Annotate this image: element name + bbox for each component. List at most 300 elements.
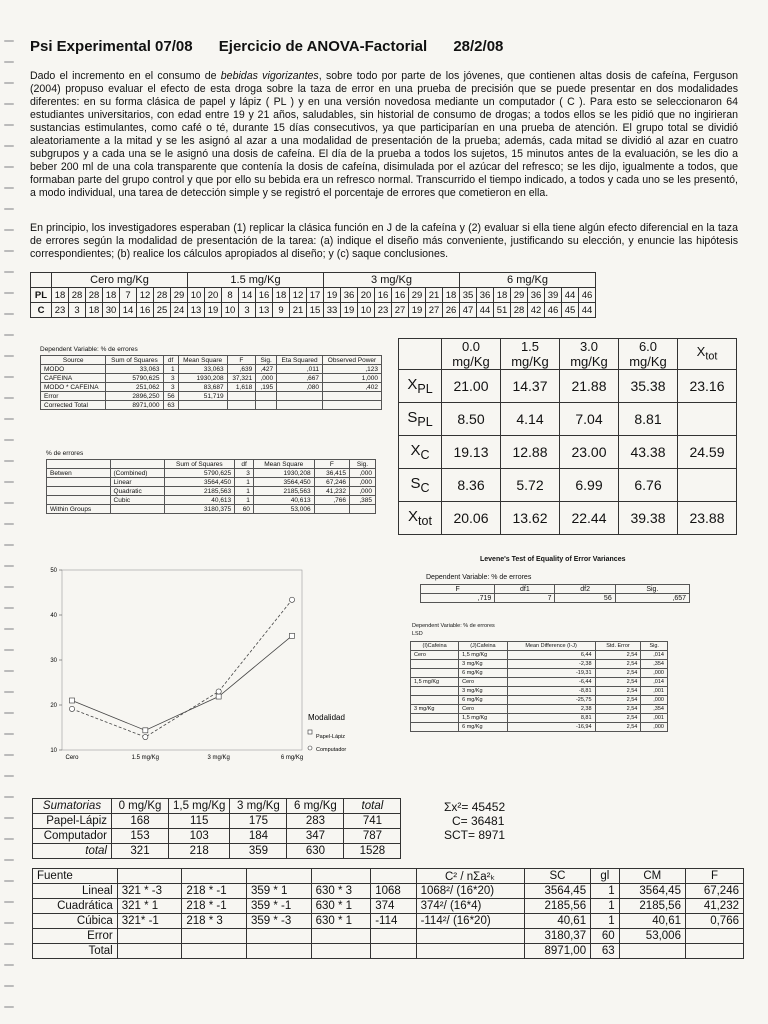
raw-group-header: Cero mg/Kg xyxy=(52,273,188,288)
anova1-cell xyxy=(227,392,256,401)
lsd-cell: 2,54 xyxy=(595,714,641,723)
anova2-cell: ,000 xyxy=(350,487,376,496)
means-row xyxy=(399,370,737,403)
binder-hole xyxy=(4,418,14,420)
lsd-cell xyxy=(411,669,459,678)
anova1-cell: 33,063 xyxy=(106,365,163,374)
raw-cell: 18 xyxy=(273,288,290,303)
lsd-cell: 2,54 xyxy=(595,696,641,705)
lsd-cell: 6 mg/Kg xyxy=(459,669,508,678)
data-point-circle xyxy=(143,734,148,739)
anova1-cell: 56 xyxy=(163,392,178,401)
lsd-cell: 2,54 xyxy=(595,705,641,714)
anova1-cell: 3 xyxy=(163,383,178,392)
lsd-cell: ,000 xyxy=(641,696,668,705)
sums-cell: 283 xyxy=(287,814,344,829)
sums-cell: 347 xyxy=(287,829,344,844)
sums-cell: 175 xyxy=(230,814,287,829)
lsd-cell: ,001 xyxy=(641,714,668,723)
means-row-symbol: S xyxy=(407,409,418,426)
contrast-header: Fuente xyxy=(33,869,118,884)
means-row xyxy=(399,403,737,436)
lsd-cell: -25,75 xyxy=(507,696,595,705)
binder-hole xyxy=(4,943,14,945)
binder-hole xyxy=(4,103,14,105)
binder-hole xyxy=(4,250,14,252)
means-cell: 13.62 xyxy=(501,502,560,535)
binder-hole xyxy=(4,460,14,462)
binder-hole xyxy=(4,40,14,42)
means-cell: 8.50 xyxy=(442,403,501,436)
binder-hole xyxy=(4,292,14,294)
lsd-caption-2: LSD xyxy=(412,631,423,637)
contrast-cell: 67,246 xyxy=(685,884,743,899)
binder-hole xyxy=(4,628,14,630)
contrast-header xyxy=(371,869,416,884)
binder-hole xyxy=(4,670,14,672)
binder-hole xyxy=(4,187,14,189)
raw-cell: 29 xyxy=(409,288,426,303)
anova1-cell: 1,000 xyxy=(323,374,382,383)
anova1-cell: ,639 xyxy=(227,365,256,374)
anova1-cell: ,667 xyxy=(277,374,323,383)
contrast-cell: 1 xyxy=(591,899,620,914)
anova2-cell xyxy=(47,487,111,496)
raw-cell: 18 xyxy=(103,288,120,303)
sums-row xyxy=(33,814,401,829)
raw-cell: 3 xyxy=(69,303,86,318)
means-cell: 6.76 xyxy=(619,469,678,502)
means-cell: 23.88 xyxy=(678,502,737,535)
raw-cell: 21 xyxy=(290,303,307,318)
raw-cell: 27 xyxy=(426,303,443,318)
raw-cell: 29 xyxy=(511,288,528,303)
lsd-row xyxy=(411,687,668,696)
means-row-label xyxy=(399,370,442,403)
means-cell: 7.04 xyxy=(560,403,619,436)
anova2-cell xyxy=(47,478,111,487)
binder-hole xyxy=(4,859,14,861)
raw-cell: 45 xyxy=(562,303,579,318)
contrast-cell xyxy=(117,944,182,959)
binder-hole xyxy=(4,376,14,378)
c-value: C= 36481 xyxy=(452,814,505,828)
contrast-cell: Cuadrática xyxy=(33,899,118,914)
sums-cell: total xyxy=(33,844,112,859)
raw-cell: 13 xyxy=(256,303,273,318)
levene-cell: 7 xyxy=(495,594,555,603)
contrast-cell: Lineal xyxy=(33,884,118,899)
anova1-cell: 37,321 xyxy=(227,374,256,383)
raw-cell: 19 xyxy=(341,303,358,318)
means-cell: 21.00 xyxy=(442,370,501,403)
data-point-square xyxy=(70,698,75,703)
contrast-row xyxy=(33,944,744,959)
raw-cell: 46 xyxy=(579,288,596,303)
raw-cell: 21 xyxy=(426,288,443,303)
binder-hole xyxy=(4,397,14,399)
means-table xyxy=(398,338,737,535)
anova2-cell: 3564,450 xyxy=(253,478,314,487)
anova1-cell: 2896,250 xyxy=(106,392,163,401)
binder-hole xyxy=(4,775,14,777)
lsd-cell: -2,38 xyxy=(507,660,595,669)
anova2-cell: ,766 xyxy=(314,496,349,505)
raw-cell: 18 xyxy=(443,288,460,303)
lsd-row xyxy=(411,705,668,714)
anova-table-2 xyxy=(46,459,376,514)
data-point-circle xyxy=(69,706,74,711)
raw-cell: 13 xyxy=(188,303,205,318)
sums-header-row xyxy=(33,799,401,814)
binder-hole xyxy=(4,502,14,504)
binder-hole xyxy=(4,61,14,63)
raw-cell: 36 xyxy=(477,288,494,303)
lsd-cell: Cero xyxy=(411,651,459,660)
sums-cell: 115 xyxy=(169,814,230,829)
anova1-cell xyxy=(256,401,277,410)
anova1-cell: 8971,000 xyxy=(106,401,163,410)
means-row-symbol: X xyxy=(407,376,418,393)
anova2-row xyxy=(47,478,376,487)
sums-cell: 1528 xyxy=(344,844,401,859)
sums-header: 1,5 mg/Kg xyxy=(169,799,230,814)
contrast-cell: 3180,37 xyxy=(524,929,590,944)
means-cell xyxy=(678,469,737,502)
anova1-cell: ,195 xyxy=(256,383,277,392)
x-tick-label: 1.5 mg/Kg xyxy=(131,755,160,761)
raw-cell: 16 xyxy=(256,288,273,303)
contrast-cell: 40,61 xyxy=(524,914,590,929)
binder-hole xyxy=(4,82,14,84)
lsd-header: Sig. xyxy=(641,642,668,651)
raw-group-header: 6 mg/Kg xyxy=(460,273,596,288)
contrast-cell: 3564,45 xyxy=(619,884,685,899)
binder-hole xyxy=(4,796,14,798)
anova1-cell: 1 xyxy=(163,365,178,374)
means-col-header: 0.0 mg/Kg xyxy=(442,339,501,370)
contrast-cell xyxy=(685,944,743,959)
raw-row xyxy=(31,288,596,303)
lsd-header: Std. Error xyxy=(595,642,641,651)
sums-cell: 741 xyxy=(344,814,401,829)
contrast-cell: 218 * -1 xyxy=(182,899,247,914)
means-cell: 24.59 xyxy=(678,436,737,469)
p1-text-b: , sobre todo por parte de los jóvenes, que contienen altas dosis de cafeína, Ferguson (2004) propuso evaluar el efecto de esta droga sobre la taza de error en una prueba de precisión que se puede presentar en dos modalidades diferentes: en su forma clásica de papel y lápiz ( PL ) y en una versión novedosa mediante un computador ( C ). Para esto se seleccionaron 64 estudiantes universitarios, con edad entre 19 y 21 años, saludables, sin historial de consumo de drogas; a todos ellos se les pidió que no ingirieran sustancias estimulantes, como café o té, durante 15 días consecutivos, ya que participarían en una prueba de atención. El grupo total se dividió aleatoriamente a la mitad y se les asignó al azar a una modalidad de presentación de la prueba; además, cada mitad se dividió al azar en cuatro subgrupos y a cada una se le asignó una dosis de cafeína. El día de la prueba a todos los sujetos, 15 minutos antes de la evaluación, se les dio a beber 200 ml de una cola transparente que contenía la dosis de cafeína, disimulada por el azúcar del refresco; se les dijo, igualmente a todos, que formaban parte del grupo control y que por ello su bebida era un refresco normal. Transcurrido el tiempo indicado, a todos y cada uno se les presentó, a modo individual, una tarea de detección simple y se registró el porcentaje de errores que cometieron en ella. xyxy=(30,70,738,199)
anova1-cell: ,402 xyxy=(323,383,382,392)
raw-cell: 16 xyxy=(392,288,409,303)
means-cell: 6.99 xyxy=(560,469,619,502)
raw-row xyxy=(31,303,596,318)
lsd-cell: 6 mg/Kg xyxy=(459,696,508,705)
contrast-cell xyxy=(182,944,247,959)
means-cell: 20.06 xyxy=(442,502,501,535)
contrast-cell: 218 * 3 xyxy=(182,914,247,929)
raw-cell: 14 xyxy=(120,303,137,318)
means-row-symbol: X xyxy=(410,442,421,459)
anova2-cell: (Combined) xyxy=(110,469,164,478)
binder-hole xyxy=(4,145,14,147)
means-cell: 22.44 xyxy=(560,502,619,535)
anova2-cell: 1 xyxy=(235,478,254,487)
anova2-cell xyxy=(110,505,164,514)
raw-cell: 46 xyxy=(545,303,562,318)
contrast-cell: 630 * 3 xyxy=(311,884,371,899)
anova2-cell: 1930,208 xyxy=(253,469,314,478)
contrast-cell: 60 xyxy=(591,929,620,944)
sums-cell: Computador xyxy=(33,829,112,844)
sums-header: 6 mg/Kg xyxy=(287,799,344,814)
raw-cell: 18 xyxy=(494,288,511,303)
sums-cell: 321 xyxy=(112,844,169,859)
legend-marker-circle xyxy=(308,746,312,750)
anova1-row xyxy=(41,401,382,410)
means-row-label xyxy=(399,403,442,436)
binder-hole xyxy=(4,166,14,168)
lsd-cell: 2,38 xyxy=(507,705,595,714)
y-tick-label: 40 xyxy=(50,613,57,619)
raw-cell: 8 xyxy=(222,288,239,303)
anova1-cell xyxy=(256,392,277,401)
anova2-cell: Cubic xyxy=(110,496,164,505)
raw-corner-cell xyxy=(31,273,52,288)
lsd-cell: ,014 xyxy=(641,678,668,687)
means-row-sub: C xyxy=(420,448,430,462)
raw-cell: 24 xyxy=(171,303,188,318)
data-point-square xyxy=(143,728,148,733)
levene-header: Sig. xyxy=(615,585,689,594)
contrast-cell xyxy=(619,944,685,959)
levene-header: df2 xyxy=(555,585,615,594)
contrast-header-row xyxy=(33,869,744,884)
anova2-cell: 40,613 xyxy=(164,496,235,505)
raw-cell: 12 xyxy=(290,288,307,303)
anova1-cell xyxy=(227,401,256,410)
contrast-cell xyxy=(246,944,311,959)
raw-cell: 51 xyxy=(494,303,511,318)
contrast-cell: 53,006 xyxy=(619,929,685,944)
contrast-row xyxy=(33,884,744,899)
lsd-cell: ,000 xyxy=(641,669,668,678)
levene-table xyxy=(420,584,690,603)
means-row xyxy=(399,469,737,502)
contrast-header xyxy=(246,869,311,884)
anova2-cell: Quadratic xyxy=(110,487,164,496)
raw-cell: 29 xyxy=(171,288,188,303)
contrast-cell: 359 * 1 xyxy=(246,884,311,899)
lsd-header-row xyxy=(411,642,668,651)
contrast-cell: 218 * -1 xyxy=(182,884,247,899)
contrast-cell: 2185,56 xyxy=(524,899,590,914)
sums-cell: 787 xyxy=(344,829,401,844)
means-row-symbol: S xyxy=(410,475,421,492)
contrast-cell: 41,232 xyxy=(685,899,743,914)
contrast-cell: 1 xyxy=(591,914,620,929)
anova1-cell: 5790,625 xyxy=(106,374,163,383)
levene-cell: ,719 xyxy=(421,594,495,603)
lsd-cell: 3 mg/Kg xyxy=(411,705,459,714)
anova2-cell xyxy=(350,505,376,514)
contrast-header xyxy=(311,869,371,884)
anova2-row xyxy=(47,496,376,505)
levene-header: df1 xyxy=(495,585,555,594)
lsd-cell: 3 mg/Kg xyxy=(459,687,508,696)
levene-header-row xyxy=(421,585,690,594)
anova1-cell: ,000 xyxy=(256,374,277,383)
levene-title: Levene's Test of Equality of Error Variances xyxy=(480,556,626,563)
sums-cell: 168 xyxy=(112,814,169,829)
lsd-row xyxy=(411,723,668,732)
lsd-cell: -16,94 xyxy=(507,723,595,732)
contrast-cell: 3564,45 xyxy=(524,884,590,899)
means-row-label xyxy=(399,469,442,502)
anova1-row xyxy=(41,383,382,392)
lsd-header: (J)Cafeina xyxy=(459,642,508,651)
anova2-header-row xyxy=(47,460,376,469)
lsd-cell xyxy=(411,723,459,732)
contrast-cell xyxy=(416,929,524,944)
anova2-cell: 1 xyxy=(235,487,254,496)
raw-cell: 44 xyxy=(579,303,596,318)
anova2-row xyxy=(47,469,376,478)
y-tick-label: 30 xyxy=(50,658,57,664)
lsd-cell: ,000 xyxy=(641,723,668,732)
sums-cell: 218 xyxy=(169,844,230,859)
contrast-cell: 1068 xyxy=(371,884,416,899)
sums-table xyxy=(32,798,401,859)
contrast-cell: Total xyxy=(33,944,118,959)
data-point-circle xyxy=(216,689,221,694)
x-tick-label: Cero xyxy=(65,755,79,761)
x-tick-label: 6 mg/Kg xyxy=(280,755,304,761)
contrast-cell: 359 * -3 xyxy=(246,914,311,929)
sums-header: Sumatorias xyxy=(33,799,112,814)
contrast-cell xyxy=(246,929,311,944)
lsd-cell: ,354 xyxy=(641,705,668,714)
binder-hole xyxy=(4,649,14,651)
raw-data-table xyxy=(30,272,596,318)
raw-cell: 20 xyxy=(358,288,375,303)
raw-row-label: PL xyxy=(31,288,52,303)
lsd-cell: 1,5 mg/Kg xyxy=(459,714,508,723)
legend-marker-square xyxy=(308,730,312,734)
anova1-cell: ,427 xyxy=(256,365,277,374)
binder-hole xyxy=(4,334,14,336)
raw-cell: 26 xyxy=(443,303,460,318)
raw-row-label: C xyxy=(31,303,52,318)
anova1-cell xyxy=(323,392,382,401)
contrast-header: C² / nΣa²ₖ xyxy=(416,869,524,884)
lsd-cell: 2,54 xyxy=(595,723,641,732)
x-tick-label: 3 mg/Kg xyxy=(207,755,230,761)
data-point-square xyxy=(290,633,295,638)
raw-cell: 15 xyxy=(307,303,324,318)
binder-hole xyxy=(4,229,14,231)
anova1-header: F xyxy=(227,356,256,365)
binder-hole xyxy=(4,901,14,903)
contrast-cell xyxy=(685,929,743,944)
raw-cell: 39 xyxy=(545,288,562,303)
anova1-row xyxy=(41,374,382,383)
binder-hole xyxy=(4,733,14,735)
raw-cell: 35 xyxy=(460,288,477,303)
binder-hole xyxy=(4,964,14,966)
sums-cell: 359 xyxy=(230,844,287,859)
levene-caption: Dependent Variable: % de errores xyxy=(426,574,532,581)
lsd-cell xyxy=(411,696,459,705)
raw-cell: 36 xyxy=(341,288,358,303)
means-cell: 5.72 xyxy=(501,469,560,502)
binder-hole xyxy=(4,922,14,924)
sums-row xyxy=(33,844,401,859)
anova2-cell: 2185,563 xyxy=(164,487,235,496)
anova2-cell: 1 xyxy=(235,496,254,505)
contrast-cell xyxy=(311,944,371,959)
raw-cell: 10 xyxy=(358,303,375,318)
anova2-row xyxy=(47,505,376,514)
intro-paragraph-2: En principio, los investigadores esperaban (1) replicar la clásica función en J de la cafeína y (2) evaluar si ella tiene algún efecto diferencial en la taza de errores según la modalidad de presentación de la tarea: (a) indique el diseño más conveniente, justificando su elección, y enuncie las hipótesis correspondientes; (b) realice los cálculos apropiados al diseño; y (c) saque conclusiones. xyxy=(30,222,738,260)
contrast-cell: Error xyxy=(33,929,118,944)
means-corner xyxy=(399,339,442,370)
contrast-cell: 1068²/ (16*20) xyxy=(416,884,524,899)
anova1-cell: 63 xyxy=(163,401,178,410)
y-tick-label: 50 xyxy=(50,568,57,574)
lsd-cell xyxy=(411,714,459,723)
contrast-cell: -114 xyxy=(371,914,416,929)
contrast-cell: 321* -1 xyxy=(117,914,182,929)
binder-hole xyxy=(4,712,14,714)
anova-table-1 xyxy=(40,355,382,410)
intro-paragraph-1 xyxy=(30,70,738,200)
lsd-cell: 6,44 xyxy=(507,651,595,660)
contrast-cell: 374²/ (16*4) xyxy=(416,899,524,914)
sums-cell: Papel-Lápiz xyxy=(33,814,112,829)
raw-cell: 20 xyxy=(205,288,222,303)
binder-hole xyxy=(4,544,14,546)
anova1-cell: 33,063 xyxy=(178,365,227,374)
anova1-cell: 1930,208 xyxy=(178,374,227,383)
lsd-cell: 3 mg/Kg xyxy=(459,660,508,669)
lsd-header: Mean Difference (I-J) xyxy=(507,642,595,651)
binder-hole xyxy=(4,880,14,882)
means-row-sub: PL xyxy=(417,415,433,429)
exercise-label: Ejercicio de ANOVA-Factorial xyxy=(218,38,428,55)
anova1-cell xyxy=(277,392,323,401)
raw-cell: 23 xyxy=(52,303,69,318)
lsd-row xyxy=(411,714,668,723)
anova1-cell: Error xyxy=(41,392,106,401)
means-row-label xyxy=(399,436,442,469)
anova2-cell: Betwen xyxy=(47,469,111,478)
raw-cell: 18 xyxy=(86,303,103,318)
sums-cell: 630 xyxy=(287,844,344,859)
interaction-line-chart xyxy=(32,562,382,772)
contrast-cell xyxy=(371,944,416,959)
anova1-cell: 51,719 xyxy=(178,392,227,401)
anova1-cell: CAFEINA xyxy=(41,374,106,383)
means-cell: 43.38 xyxy=(619,436,678,469)
means-cell: 4.14 xyxy=(501,403,560,436)
anova2-cell xyxy=(314,505,349,514)
contrast-cell: Cúbica xyxy=(33,914,118,929)
anova1-cell: ,011 xyxy=(277,365,323,374)
means-cell: 8.36 xyxy=(442,469,501,502)
lsd-cell: 1,5 mg/Kg xyxy=(459,651,508,660)
anova2-header: df xyxy=(235,460,254,469)
binder-hole xyxy=(4,565,14,567)
anova1-cell: 3 xyxy=(163,374,178,383)
raw-cell: 9 xyxy=(273,303,290,318)
